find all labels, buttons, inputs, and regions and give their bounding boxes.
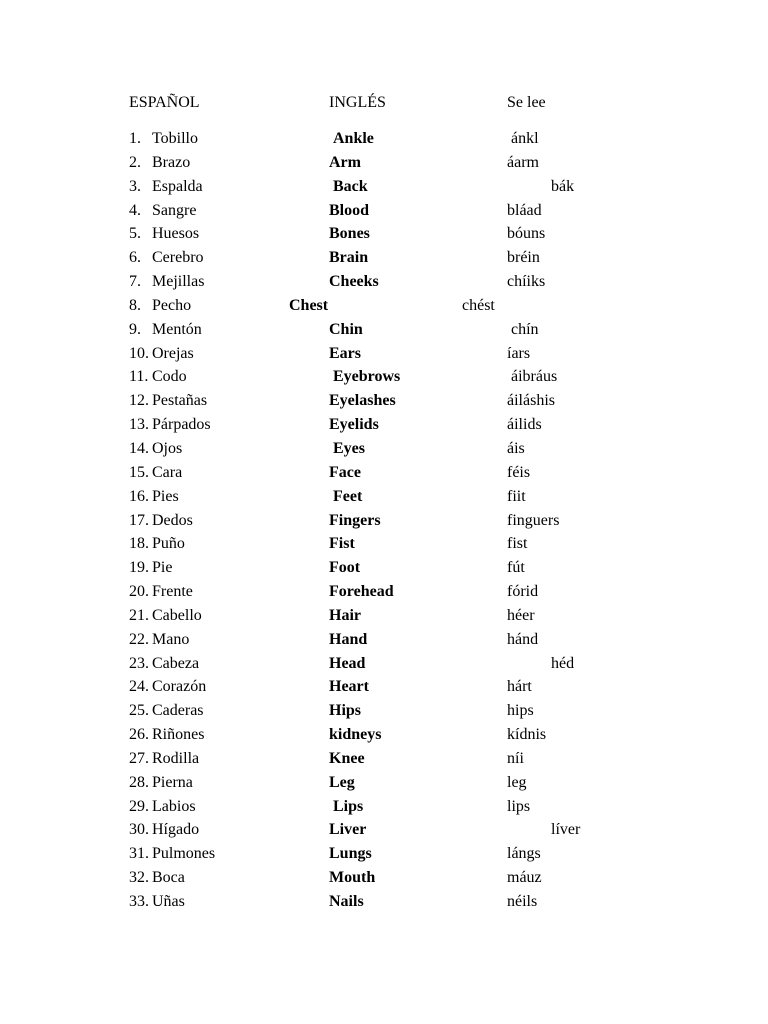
- english-word: Bones: [329, 225, 370, 243]
- item-number: 6.: [129, 249, 141, 267]
- list-item: [0, 842, 768, 866]
- list-item: [0, 413, 768, 437]
- item-number: 30.: [129, 821, 149, 839]
- english-word: Ears: [329, 344, 361, 362]
- english-word: Chest: [289, 296, 329, 314]
- spanish-word: Pie: [152, 559, 173, 577]
- spanish-word: Labios: [152, 797, 196, 815]
- item-number: 29.: [129, 797, 149, 815]
- item-number: 4.: [129, 201, 141, 219]
- spanish-word: Corazón: [152, 678, 207, 696]
- list-item: [0, 485, 768, 509]
- english-word: Face: [329, 463, 361, 481]
- spanish-word: Tobillo: [152, 130, 198, 147]
- list-item: [0, 151, 768, 175]
- spanish-word: Brazo: [152, 153, 191, 171]
- list-item: [0, 461, 768, 485]
- item-number: 15.: [129, 463, 149, 481]
- spanish-word: Espalda: [152, 177, 203, 195]
- list-item: [0, 389, 768, 413]
- english-word: Cheeks: [329, 273, 379, 291]
- spanish-word: Rodilla: [152, 749, 200, 767]
- item-number: 24.: [129, 678, 149, 696]
- item-number: 18.: [129, 535, 149, 553]
- list-item: [0, 437, 768, 461]
- item-number: 10.: [129, 344, 149, 362]
- english-word: Foot: [329, 559, 361, 577]
- list-item: [0, 294, 768, 318]
- pronunciation: bóuns: [507, 225, 546, 243]
- list-item: [0, 127, 768, 151]
- item-number: 9.: [129, 320, 141, 338]
- english-word: Eyelids: [329, 416, 379, 434]
- list-item: [0, 532, 768, 556]
- english-word: Forehead: [329, 583, 394, 601]
- english-word: Mouth: [329, 869, 376, 887]
- list-item: [0, 866, 768, 890]
- list-item: [0, 795, 768, 819]
- item-number: 3.: [129, 177, 141, 195]
- item-number: 19.: [129, 559, 149, 577]
- english-word: Eyelashes: [329, 392, 396, 410]
- spanish-word: Cabeza: [152, 654, 200, 672]
- spanish-word: Dedos: [152, 511, 193, 529]
- english-word: Eyebrows: [333, 368, 401, 386]
- vocabulary-list: [0, 127, 768, 914]
- list-item: [0, 509, 768, 533]
- item-number: 32.: [129, 869, 149, 887]
- header-spanish: ESPAÑOL: [129, 94, 200, 111]
- spanish-word: Cabello: [152, 606, 202, 624]
- english-word: Back: [333, 177, 368, 195]
- pronunciation: bláad: [507, 201, 542, 219]
- spanish-word: Pierna: [152, 773, 193, 791]
- spanish-word: Pecho: [152, 296, 192, 314]
- item-number: 11.: [129, 368, 149, 386]
- item-number: 28.: [129, 773, 149, 791]
- spanish-word: Cerebro: [152, 249, 204, 267]
- pronunciation: líver: [551, 821, 581, 839]
- item-number: 1.: [129, 130, 141, 147]
- english-word: Lips: [333, 797, 364, 815]
- spanish-word: Puño: [152, 535, 185, 553]
- english-word: Blood: [329, 201, 370, 219]
- spanish-word: Boca: [152, 869, 185, 887]
- item-number: 25.: [129, 702, 149, 720]
- pronunciation: chíiks: [507, 273, 546, 291]
- item-number: 8.: [129, 296, 141, 314]
- pronunciation: néils: [507, 893, 538, 910]
- spanish-word: Uñas: [152, 893, 185, 910]
- spanish-word: Mano: [152, 630, 190, 648]
- pronunciation: bák: [551, 177, 575, 195]
- list-item: [0, 771, 768, 795]
- pronunciation: ánkl: [511, 130, 539, 147]
- spanish-word: Caderas: [152, 702, 204, 720]
- spanish-word: Huesos: [152, 225, 200, 243]
- item-number: 13.: [129, 416, 149, 434]
- item-number: 21.: [129, 606, 149, 624]
- spanish-word: Sangre: [152, 201, 197, 219]
- pronunciation: leg: [507, 773, 527, 791]
- english-word: Eyes: [333, 439, 365, 457]
- list-item: [0, 222, 768, 246]
- english-word: Fingers: [329, 511, 381, 529]
- item-number: 2.: [129, 153, 141, 171]
- pronunciation: hárt: [507, 678, 532, 696]
- spanish-word: Pestañas: [152, 392, 208, 410]
- pronunciation: lips: [507, 797, 531, 815]
- pronunciation: kídnis: [507, 726, 547, 744]
- english-word: Arm: [329, 153, 361, 171]
- item-number: 17.: [129, 511, 149, 529]
- english-word: Knee: [329, 749, 365, 767]
- item-number: 5.: [129, 225, 141, 243]
- english-word: Ankle: [333, 130, 374, 147]
- english-word: Nails: [329, 893, 364, 910]
- pronunciation: chín: [511, 320, 539, 338]
- english-word: Feet: [333, 487, 363, 505]
- pronunciation: hips: [507, 702, 534, 720]
- item-number: 27.: [129, 749, 149, 767]
- spanish-word: Mentón: [152, 320, 202, 338]
- list-item: [0, 652, 768, 676]
- list-item: [0, 747, 768, 771]
- header-pronunciation: Se lee: [507, 94, 546, 111]
- item-number: 14.: [129, 439, 149, 457]
- pronunciation: chést: [462, 296, 495, 314]
- pronunciation: áis: [507, 439, 525, 457]
- english-word: Leg: [329, 773, 355, 791]
- english-word: Head: [329, 654, 366, 672]
- list-item: [0, 699, 768, 723]
- list-item: [0, 270, 768, 294]
- item-number: 12.: [129, 392, 149, 410]
- pronunciation: fist: [507, 535, 528, 553]
- pronunciation: féis: [507, 463, 531, 481]
- list-item: [0, 818, 768, 842]
- item-number: 7.: [129, 273, 141, 291]
- list-item: [0, 318, 768, 342]
- english-word: Heart: [329, 678, 369, 696]
- list-item: [0, 199, 768, 223]
- pronunciation: fiit: [507, 487, 526, 505]
- english-word: Lungs: [329, 845, 372, 863]
- pronunciation: áarm: [507, 153, 539, 171]
- item-number: 26.: [129, 726, 149, 744]
- pronunciation: máuz: [507, 869, 542, 887]
- item-number: 33.: [129, 893, 149, 910]
- list-item: [0, 175, 768, 199]
- pronunciation: áilids: [507, 416, 542, 434]
- english-word: Chin: [329, 320, 363, 338]
- list-item: [0, 246, 768, 270]
- item-number: 31.: [129, 845, 149, 863]
- pronunciation: héd: [551, 654, 575, 672]
- list-item: [0, 890, 768, 914]
- english-word: Hair: [329, 606, 361, 624]
- list-item: [0, 604, 768, 628]
- item-number: 16.: [129, 487, 149, 505]
- spanish-word: Orejas: [152, 344, 194, 362]
- spanish-word: Pies: [152, 487, 179, 505]
- list-item: [0, 675, 768, 699]
- list-item: [0, 580, 768, 604]
- pronunciation: áibráus: [511, 368, 558, 386]
- spanish-word: Pulmones: [152, 845, 216, 863]
- pronunciation: fút: [507, 559, 525, 577]
- english-word: Liver: [329, 821, 367, 839]
- list-item: [0, 556, 768, 580]
- spanish-word: Ojos: [152, 439, 183, 457]
- english-word: kidneys: [329, 726, 382, 744]
- spanish-word: Mejillas: [152, 273, 205, 291]
- pronunciation: lángs: [507, 845, 541, 863]
- pronunciation: íars: [507, 344, 531, 362]
- item-number: 22.: [129, 630, 149, 648]
- list-item: [0, 723, 768, 747]
- english-word: Fist: [329, 535, 355, 553]
- spanish-word: Codo: [152, 368, 187, 386]
- item-number: 23.: [129, 654, 149, 672]
- spanish-word: Cara: [152, 463, 183, 481]
- english-word: Hand: [329, 630, 368, 648]
- spanish-word: Riñones: [152, 726, 205, 744]
- pronunciation: finguers: [507, 511, 560, 529]
- pronunciation: áiláshis: [507, 392, 555, 410]
- header-english: INGLÉS: [329, 94, 386, 111]
- pronunciation: fórid: [507, 583, 539, 601]
- pronunciation: hánd: [507, 630, 539, 648]
- pronunciation: níi: [507, 749, 524, 767]
- spanish-word: Hígado: [152, 821, 200, 839]
- table-header: [0, 91, 768, 115]
- pronunciation: bréin: [507, 249, 540, 267]
- list-item: [0, 365, 768, 389]
- spanish-word: Párpados: [152, 416, 211, 434]
- spanish-word: Frente: [152, 583, 193, 601]
- english-word: Brain: [329, 249, 369, 267]
- item-number: 20.: [129, 583, 149, 601]
- pronunciation: héer: [507, 606, 535, 624]
- list-item: [0, 628, 768, 652]
- english-word: Hips: [329, 702, 362, 720]
- list-item: [0, 342, 768, 366]
